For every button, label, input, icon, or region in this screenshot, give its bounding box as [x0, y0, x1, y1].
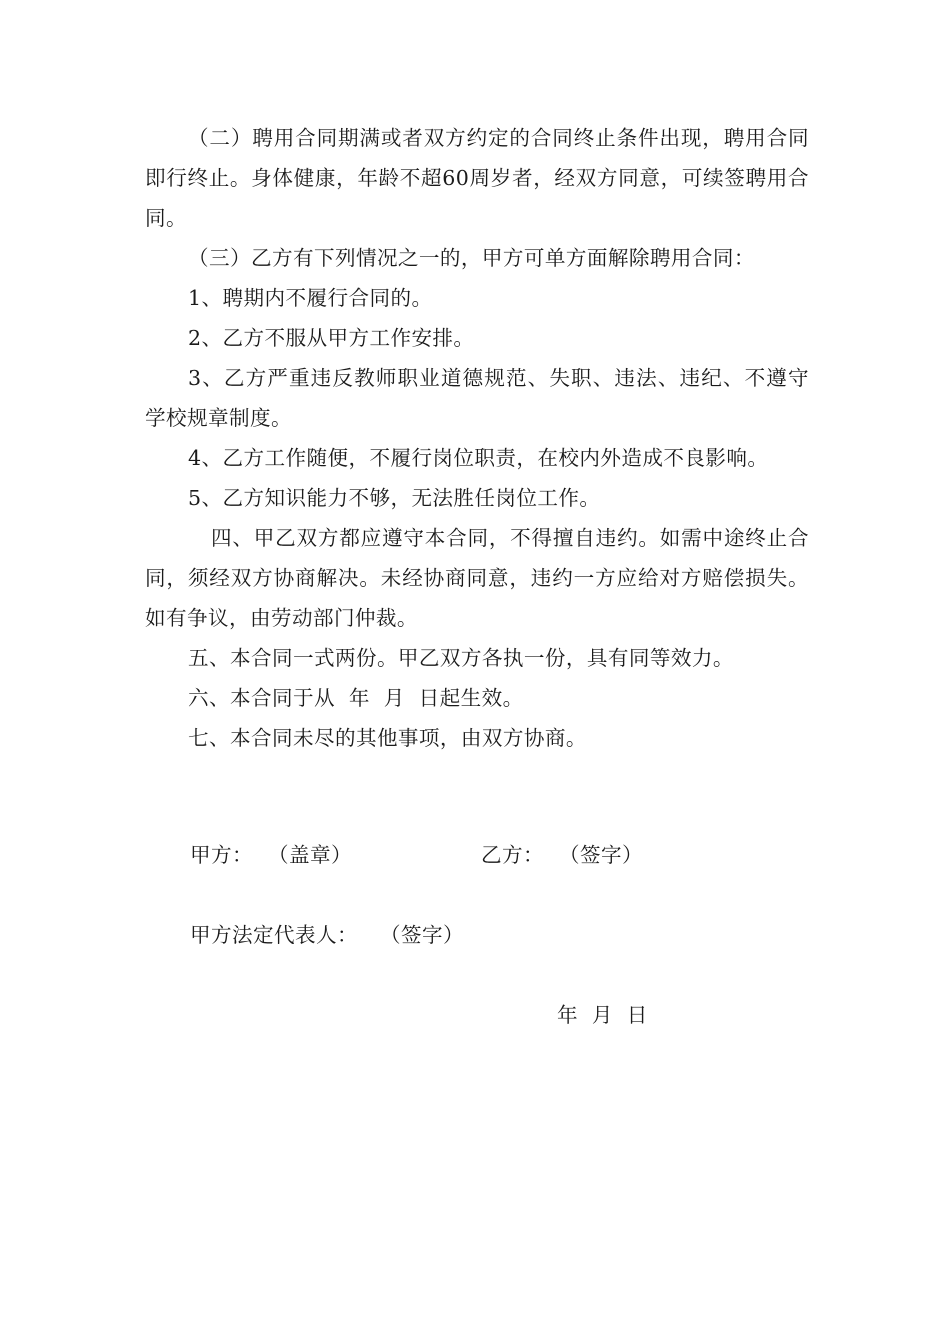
article-4-breach: 四、甲乙双方都应遵守本合同，不得擅自违约。如需中途终止合同，须经双方协商解决。未经协商同意，违约一方应给对方赔偿损失。如有争议，由劳动部门仲裁。 [145, 526, 809, 630]
article-6-effective-date: 六、本合同于从 年 月 日起生效。 [188, 686, 524, 710]
legal-representative-signature-note: （签字） [380, 923, 464, 947]
signing-date: 年 月 日 [557, 1003, 648, 1027]
article-7-other-matters: 七、本合同未尽的其他事项，由双方协商。 [188, 726, 587, 750]
legal-representative-label: 甲方法定代表人： [190, 923, 358, 947]
party-a-label: 甲方： [190, 843, 253, 867]
clause-3-item-1: 1、聘期内不履行合同的。 [188, 286, 433, 310]
party-b-signature-note: （签字） [559, 843, 643, 867]
contract-body [145, 118, 809, 758]
clause-3-item-3: 3、乙方严重违反教师职业道德规范、失职、违法、违纪、不遵守学校规章制度。 [145, 366, 809, 430]
party-b-label: 乙方： [481, 843, 544, 867]
party-a-seal-note: （盖章） [268, 843, 352, 867]
clause-3-item-2: 2、乙方不服从甲方工作安排。 [188, 326, 475, 350]
article-5-copies: 五、本合同一式两份。甲乙双方各执一份，具有同等效力。 [188, 646, 734, 670]
clause-3-item-4: 4、乙方工作随便，不履行岗位职责，在校内外造成不良影响。 [188, 446, 769, 470]
clause-3-item-5: 5、乙方知识能力不够，无法胜任岗位工作。 [188, 486, 601, 510]
clause-3-unilateral-termination: （三）乙方有下列情况之一的，甲方可单方面解除聘用合同： [188, 246, 755, 270]
clause-2-termination: （二）聘用合同期满或者双方约定的合同终止条件出现，聘用合同即行终止。身体健康，年龄不超60周岁者，经双方同意，可续签聘用合同。 [145, 126, 809, 230]
